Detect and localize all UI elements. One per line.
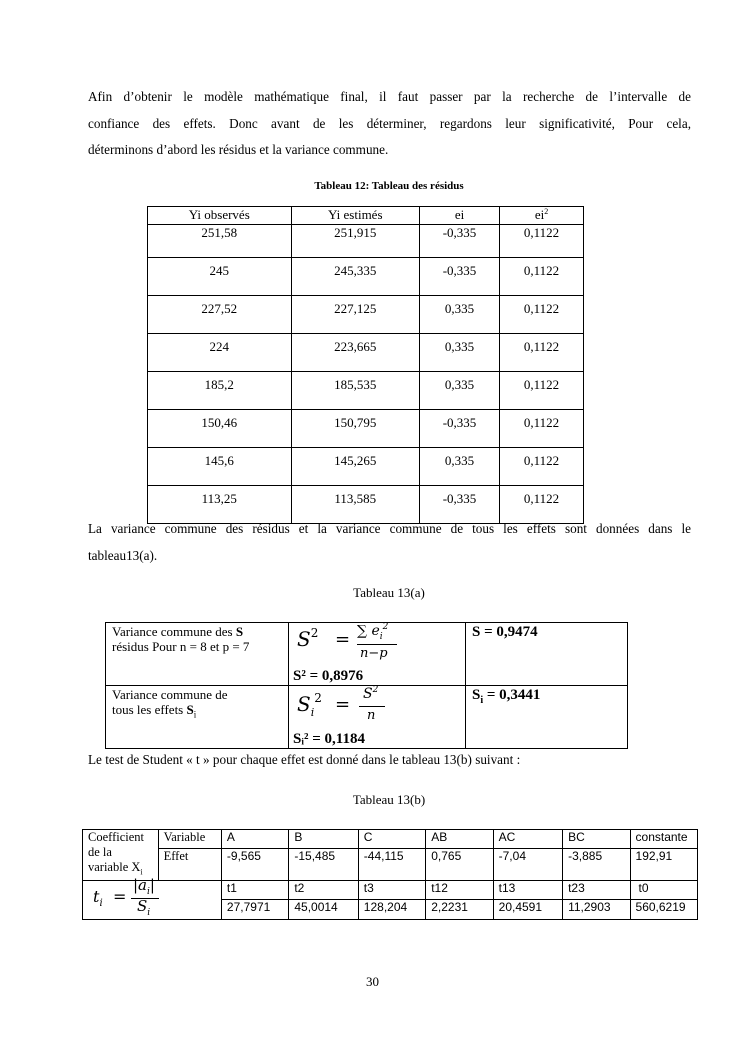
formula-lhs-sup: 2	[310, 626, 319, 640]
intro-line-3: déterminons d’abord les résidus et la variance commune.	[88, 142, 389, 157]
cell: 0,1122	[500, 448, 584, 486]
cell: 113,585	[291, 486, 419, 524]
variance-residus-label	[106, 623, 289, 686]
formula-box	[289, 686, 465, 748]
cell: 0,1122	[500, 225, 584, 258]
table-row	[148, 334, 584, 372]
header-ei2-base: ei	[534, 207, 545, 222]
cell: t23	[563, 880, 630, 900]
table-row	[106, 686, 628, 749]
header-ei: ei	[420, 207, 500, 225]
table-row	[148, 296, 584, 334]
coef-sub: i	[140, 867, 143, 877]
cell: 0,335	[420, 372, 500, 410]
cell: AC	[493, 830, 562, 849]
fraction-bar	[357, 644, 397, 645]
cell: -0,335	[420, 225, 500, 258]
formula-eq: =	[335, 694, 351, 715]
cell: 0,1122	[500, 372, 584, 410]
table13b-caption: Tableau 13(b)	[352, 792, 426, 807]
intro-line-2: confiance des effets. Donc avant de les déterminer, regardons leur significativité, Pour cela,	[88, 115, 691, 131]
formula-num-sup: 2	[372, 685, 379, 695]
cell: 128,204	[358, 900, 425, 920]
label-text: Variance commune de	[112, 687, 228, 702]
formula-lhs	[297, 692, 322, 719]
fraction-bar	[359, 706, 385, 707]
table12-caption: Tableau 12: Tableau des résidus	[314, 180, 464, 192]
formula-num-base: ∑ e	[357, 623, 380, 639]
cell: C	[358, 830, 425, 849]
table-row	[148, 448, 584, 486]
cell: -0,335	[420, 486, 500, 524]
cell: 245,335	[291, 258, 419, 296]
cell: 245	[148, 258, 292, 296]
variance-effets-label	[106, 686, 289, 749]
label-bold: S	[235, 624, 244, 639]
table13a-caption: Tableau 13(a)	[353, 585, 425, 600]
t-formula	[83, 875, 222, 919]
header-ei2-sup: 2	[544, 207, 549, 216]
cell: 192,91	[630, 848, 697, 880]
cell: 0,765	[426, 848, 493, 880]
formula-denominator: n−p	[360, 646, 388, 661]
label-sub: i	[193, 709, 197, 720]
cell: 0,335	[420, 448, 500, 486]
formula-lhs-sup: 2	[314, 691, 322, 705]
cell: 185,2	[148, 372, 292, 410]
cell: 150,46	[148, 410, 292, 448]
formula-lhs-sub: i	[310, 706, 315, 719]
si-value-sub: i	[480, 695, 484, 706]
table-header-row	[148, 207, 584, 225]
t-lhs-base: t	[93, 886, 100, 906]
t-formula-eq: =	[113, 886, 127, 906]
t-formula-denominator	[137, 896, 151, 921]
formula-eq: =	[335, 629, 351, 650]
formula-lhs-base: S	[297, 627, 311, 651]
cell: 0,1122	[500, 334, 584, 372]
t-den-sub: i	[147, 907, 151, 918]
label-text: tous les effets	[112, 702, 187, 717]
cell: 20,4591	[493, 900, 562, 920]
formula-numerator	[363, 686, 378, 702]
cell: -0,335	[420, 258, 500, 296]
cell: -7,04	[493, 848, 562, 880]
page-number: 30	[366, 974, 379, 989]
label-text: Variance commune des	[112, 624, 236, 639]
variance-line-2: tableau13(a).	[88, 547, 158, 563]
cell: 251,915	[291, 225, 419, 258]
cell: -15,485	[289, 848, 358, 880]
cell: 227,125	[291, 296, 419, 334]
cell: 224	[148, 334, 292, 372]
t-lhs-sub: i	[99, 897, 103, 909]
formula-num-sub: i	[379, 631, 383, 642]
coef-text: Coefficient de la variable X	[88, 830, 144, 874]
si-value	[466, 686, 628, 749]
cell: 0,1122	[500, 410, 584, 448]
cell: AB	[426, 830, 493, 849]
cell: 223,665	[291, 334, 419, 372]
cell: -0,335	[420, 410, 500, 448]
formula-result: Sᵢ² = 0,1184	[293, 731, 365, 747]
cell: t3	[358, 880, 425, 900]
cell: -44,115	[358, 848, 425, 880]
table-row	[83, 848, 698, 880]
t-formula-lhs	[93, 886, 103, 911]
cell: t0	[630, 880, 697, 900]
s-value: S = 0,9474	[466, 623, 628, 686]
cell: 560,6219	[630, 900, 697, 920]
table-row	[148, 258, 584, 296]
cell: 2,2231	[426, 900, 493, 920]
cell: A	[221, 830, 288, 849]
cell: 0,335	[420, 334, 500, 372]
cell: constante	[630, 830, 697, 849]
cell: 145,6	[148, 448, 292, 486]
formula-result: S² = 0,8976	[293, 668, 364, 684]
label-text: résidus Pour n = 8 et p = 7	[112, 639, 250, 654]
student-text: Le test de Student « t » pour chaque effet est donné dans le tableau 13(b) suivant :	[88, 752, 521, 767]
formula-box	[289, 623, 465, 685]
cell: 113,25	[148, 486, 292, 524]
cell: t1	[221, 880, 288, 900]
formula-denominator: n	[367, 708, 376, 723]
formula-numerator	[357, 623, 388, 642]
cell: 11,2903	[563, 900, 630, 920]
student-table	[82, 829, 698, 920]
si-value-base: S	[472, 687, 481, 703]
cell: 27,7971	[221, 900, 288, 920]
intro-paragraph	[88, 84, 691, 164]
variance-paragraph	[88, 516, 691, 569]
cell: -9,565	[221, 848, 288, 880]
variance-effets-formula	[289, 686, 466, 749]
variable-label: Variable	[158, 830, 221, 849]
cell: -3,885	[563, 848, 630, 880]
effet-label: Effet	[158, 848, 221, 880]
cell: 0,1122	[500, 486, 584, 524]
table-row	[83, 830, 698, 849]
header-yi-observes: Yi observés	[148, 207, 292, 225]
cell: 0,1122	[500, 296, 584, 334]
t-den-base: S	[137, 896, 148, 915]
table-row	[148, 372, 584, 410]
table-row	[148, 410, 584, 448]
cell: 251,58	[148, 225, 292, 258]
cell: t12	[426, 880, 493, 900]
cell: 145,265	[291, 448, 419, 486]
cell: BC	[563, 830, 630, 849]
cell: t2	[289, 880, 358, 900]
variance-table	[105, 622, 628, 749]
residuals-table	[147, 206, 584, 524]
cell: 0,1122	[500, 258, 584, 296]
cell: 45,0014	[289, 900, 358, 920]
formula-num-base: S	[363, 686, 373, 702]
cell: 0,335	[420, 296, 500, 334]
t-num-sub: i	[147, 886, 150, 897]
t-num-base: |a	[133, 875, 147, 894]
intro-line-1: Afin d’obtenir le modèle mathématique final, il faut passer par la recherche de l’intervalle de	[88, 89, 691, 104]
variance-residus-formula	[289, 623, 466, 686]
cell: 185,535	[291, 372, 419, 410]
header-ei-squared	[500, 207, 584, 225]
label-bold: S	[186, 702, 194, 717]
cell: 227,52	[148, 296, 292, 334]
formula-lhs	[297, 627, 318, 651]
variance-line-1: La variance commune des résidus et la variance commune de tous les effets sont données dans le	[88, 521, 691, 536]
formula-lhs-base: S	[297, 692, 311, 716]
formula-num-sup: 2	[382, 622, 389, 632]
table-row	[83, 880, 698, 900]
header-yi-estimes: Yi estimés	[291, 207, 419, 225]
cell: t13	[493, 880, 562, 900]
cell: B	[289, 830, 358, 849]
t-num-end: |	[149, 875, 155, 894]
si-value-rest: = 0,3441	[483, 687, 541, 703]
table-row	[148, 225, 584, 258]
table-row	[106, 623, 628, 686]
cell: 150,795	[291, 410, 419, 448]
coefficient-label	[83, 830, 159, 881]
